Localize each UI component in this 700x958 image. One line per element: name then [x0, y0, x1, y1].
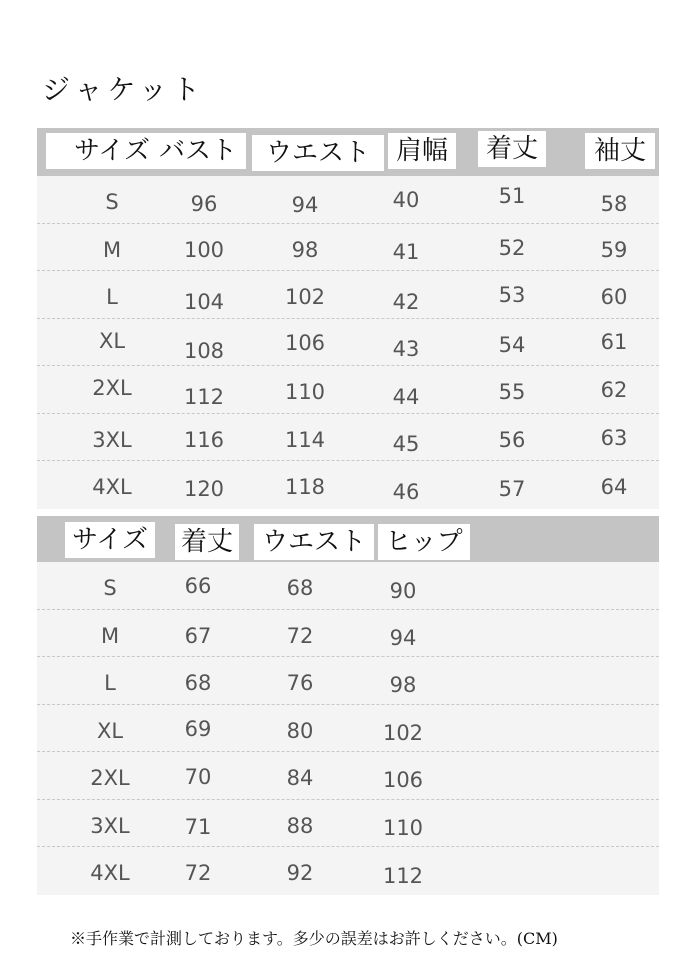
table-cell: 88 — [286, 813, 314, 838]
table-cell: 46 — [392, 480, 420, 504]
table-cell: 43 — [392, 336, 420, 361]
table-cell: L — [106, 285, 118, 309]
table-cell: 3XL — [90, 813, 130, 838]
table-cell: 64 — [600, 475, 628, 499]
table-cell: 67 — [184, 623, 212, 648]
table-cell: 102 — [382, 720, 424, 745]
table-cell: 69 — [184, 716, 212, 741]
header-waist: ウエスト — [252, 135, 384, 171]
table-cell: S — [105, 190, 119, 214]
table-cell: 41 — [392, 239, 420, 264]
table-cell: L — [104, 671, 116, 695]
table-cell: 106 — [284, 330, 326, 355]
table-cell: 106 — [382, 768, 424, 792]
table-row — [37, 610, 659, 658]
table-cell: M — [100, 623, 120, 648]
header-length: 着丈 — [478, 131, 546, 167]
table-cell: 58 — [600, 192, 628, 216]
jacket-table-header — [37, 128, 659, 176]
table-cell: 4XL — [90, 861, 130, 885]
table-cell: M — [102, 237, 122, 262]
table-cell: 40 — [392, 188, 420, 212]
header-sleeve: 袖丈 — [585, 133, 655, 169]
table-cell: 72 — [184, 861, 212, 885]
table-cell: XL — [96, 718, 124, 743]
table-cell: 70 — [184, 765, 212, 789]
table-cell: 90 — [389, 579, 417, 603]
table-cell: 98 — [389, 673, 417, 697]
table-cell: 94 — [291, 193, 319, 217]
table-cell: 108 — [183, 338, 225, 363]
header-waist: ウエスト — [254, 524, 374, 560]
table-cell: 55 — [498, 380, 526, 404]
table-cell: 92 — [286, 861, 314, 885]
table-cell: 59 — [600, 237, 628, 262]
table-cell: 53 — [498, 283, 526, 307]
page-title: ジャケット — [42, 73, 206, 106]
table-row — [37, 657, 659, 705]
table-cell: 57 — [498, 477, 526, 501]
table-cell: 71 — [184, 814, 212, 839]
measurement-note: ※手作業で計測しております。多少の誤差はお許しください。(CM) — [70, 929, 558, 948]
table-cell: S — [103, 576, 117, 600]
header-size: サイズ — [65, 522, 155, 558]
table-cell: 62 — [600, 378, 628, 402]
table-cell: 110 — [382, 815, 424, 840]
header-hip: ヒップ — [378, 524, 470, 560]
table-cell: 104 — [183, 290, 225, 314]
table-row — [37, 224, 659, 272]
table-cell: 66 — [184, 574, 212, 598]
table-cell: XL — [98, 328, 126, 353]
table-cell: 84 — [286, 766, 314, 790]
table-cell: 56 — [498, 427, 526, 452]
table-cell: 94 — [389, 625, 417, 650]
table-cell: 114 — [284, 427, 326, 452]
table-row — [37, 414, 659, 462]
table-cell: 2XL — [92, 376, 132, 400]
table-cell: 3XL — [92, 427, 132, 452]
table-cell: 68 — [286, 576, 314, 600]
table-row — [37, 271, 659, 319]
pants-table-header — [37, 516, 659, 562]
table-row — [37, 705, 659, 753]
pants-size-table — [37, 516, 659, 894]
table-cell: 68 — [184, 671, 212, 695]
table-cell: 60 — [600, 285, 628, 309]
table-row — [37, 319, 659, 367]
table-cell: 100 — [183, 237, 225, 262]
table-cell: 72 — [286, 623, 314, 648]
table-cell: 116 — [183, 427, 225, 452]
header-bust: バスト — [150, 133, 246, 169]
table-cell: 52 — [498, 235, 526, 260]
table-cell: 51 — [498, 184, 526, 208]
table-row — [37, 461, 659, 509]
table-cell: 102 — [284, 285, 326, 309]
table-cell: 80 — [286, 718, 314, 743]
table-cell: 2XL — [90, 766, 130, 790]
table-cell: 45 — [392, 431, 420, 456]
jacket-size-table — [37, 128, 659, 506]
table-row — [37, 800, 659, 848]
header-size: サイズ — [46, 133, 178, 169]
table-cell: 42 — [392, 290, 420, 314]
table-cell: 61 — [600, 329, 628, 354]
table-cell: 96 — [190, 192, 218, 216]
table-cell: 98 — [291, 237, 319, 262]
table-cell: 112 — [183, 385, 225, 409]
table-cell: 4XL — [92, 475, 132, 499]
table-row — [37, 176, 659, 224]
header-length: 着丈 — [175, 524, 239, 560]
table-cell: 110 — [284, 380, 326, 404]
table-cell: 63 — [600, 425, 628, 450]
table-cell: 54 — [498, 332, 526, 357]
table-cell: 44 — [392, 385, 420, 409]
table-cell: 118 — [284, 475, 326, 499]
table-row — [37, 562, 659, 610]
table-cell: 120 — [183, 477, 225, 501]
table-row — [37, 847, 659, 895]
table-row — [37, 752, 659, 800]
table-row — [37, 366, 659, 414]
header-shoulder: 肩幅 — [388, 133, 456, 169]
table-cell: 112 — [382, 864, 424, 888]
table-cell: 76 — [286, 671, 314, 695]
